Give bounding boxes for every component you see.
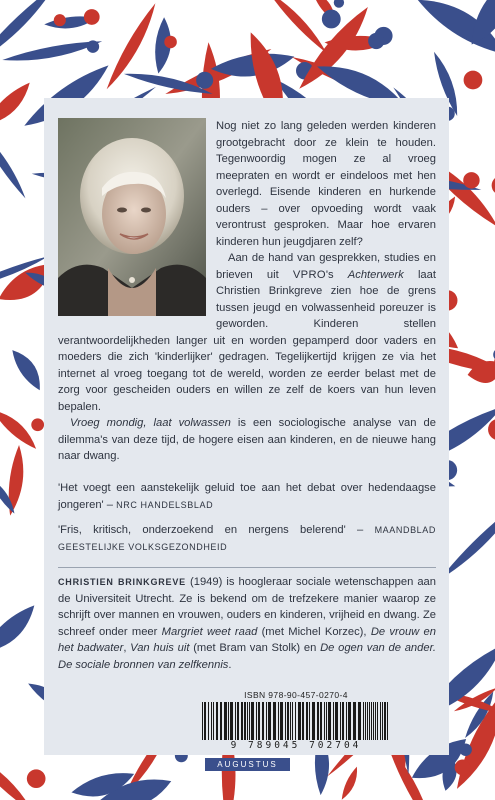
- bio-title: De vrouw en het badwater: [58, 625, 436, 654]
- isbn-label: ISBN 978-90-457-0270-4: [244, 690, 348, 700]
- quote-dash: –: [345, 524, 375, 536]
- quote-text: 'Het voegt een aanstekelijk geluid toe aan het debat over hedendaagse jongeren': [58, 482, 436, 511]
- show-title: Achterwerk: [347, 268, 404, 281]
- blurb-paragraph-1: Nog niet zo lang geleden werden kinderen grootgebracht door ze klein te houden. Tegenwoordig mogen ze al vroeg meepraten en wordt er eindeloos met hen overlegd. Eisende kinderen en hurkende ouders – over opvoeding wordt vaak verontrust gesproken. Maar hoe ervaren kinderen hun jeugdjaren zelf?: [216, 120, 436, 248]
- blurb-p3-rest: is een sociologische analyse van de dilemma's van deze tijd, de hogere eisen aan kinderen, en de nieuwe hang naar dwang.: [58, 417, 436, 462]
- quote-source: NRC HANDELSBLAD: [116, 499, 214, 510]
- book-title: Vroeg mondig, laat volwassen: [70, 417, 231, 429]
- review-quote-2: [58, 522, 436, 555]
- quote-dash: –: [103, 498, 117, 511]
- text-panel: [44, 98, 449, 755]
- bio-title: Margriet weet raad: [161, 625, 258, 638]
- blurb-text: [58, 118, 436, 465]
- bio-part: (met Bram van Stolk) en: [189, 642, 321, 654]
- barcode-digits: 9 789045 702704: [230, 740, 362, 751]
- bio-title: Van huis uit: [130, 642, 190, 654]
- bio-part: (met Michel Korzec),: [257, 625, 371, 638]
- vpro-name: VPRO: [292, 268, 326, 281]
- review-quote-1: [58, 480, 436, 513]
- author-name: CHRISTIEN BRINKGREVE: [58, 577, 186, 587]
- barcode: [196, 690, 396, 752]
- bio-part: (1949) is hoogleraar sociale wetenschappen aan de Universiteit Utrecht. Ze is bekend om de trefzekere manier waarop ze schrijft over mannen en vrouwen, ouders en kinderen, vrijheid en dwang. Ze schreef onder meer: [58, 576, 436, 638]
- blurb-p2-part: Aan de hand van gesprekken, studies en brieven uit: [216, 252, 436, 281]
- quote-text: 'Fris, kritisch, onderzoekend en nergens belerend': [58, 524, 346, 536]
- divider: [58, 567, 436, 568]
- blurb-p2-part: laat Christien Brinkgreve zien hoe de grens tussen jeugd en volwassenheid poreuzer is geworden. Kinderen stellen verantwoordelijkheden langer uit en worden gepamperd door vaders en moeders die zich 'kinderlijker' gedragen. Tegelijkertijd krijgen ze via het internet al vroeg toegang tot de wereld, worden ze eerder belast met de zorg voor gescheiden ouders en willen ze zelf de koers van hun leven bepalen.: [58, 268, 436, 413]
- barcode-bars: [202, 702, 390, 740]
- photo-placeholder: [58, 118, 206, 316]
- bio-title: De ogen van de ander. De sociale bronnen van zelfkennis: [58, 642, 436, 671]
- quote-source: MAANDBLAD GEESTELIJKE VOLKSGEZONDHEID: [58, 525, 436, 552]
- blurb-paragraph-3: [58, 415, 436, 465]
- author-bio: [58, 574, 436, 673]
- publisher-name: AUGUSTUS: [217, 760, 278, 769]
- bio-part: .: [228, 658, 232, 671]
- bio-part: ,: [123, 642, 131, 654]
- blurb-p2-part: 's: [325, 268, 348, 281]
